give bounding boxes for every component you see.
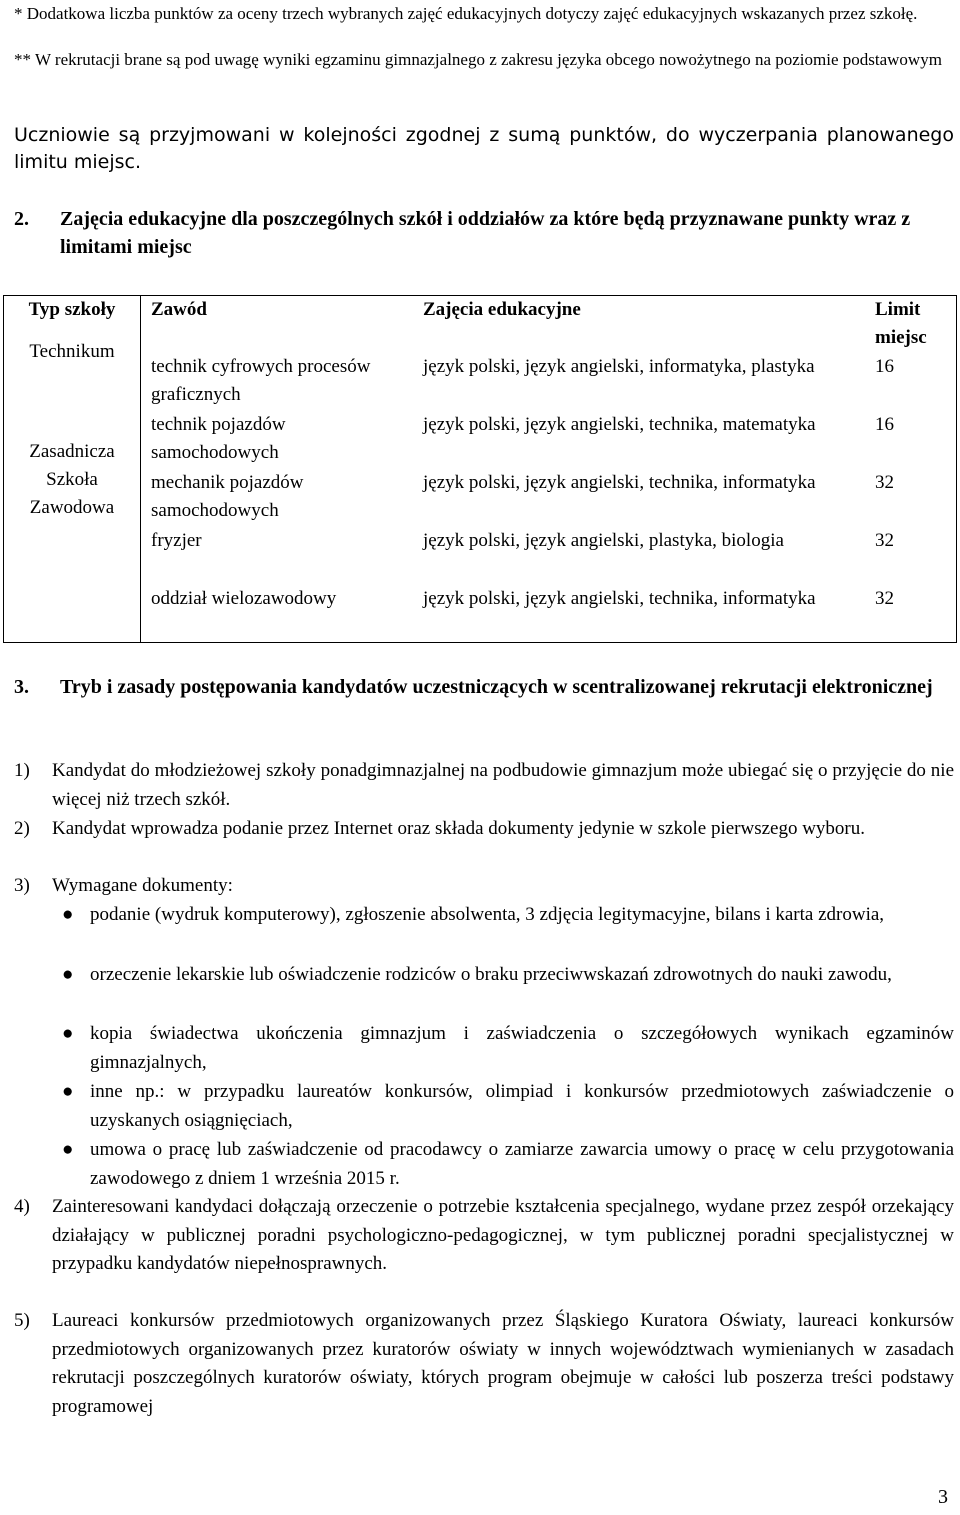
table-row-1-zajecia: język polski, język angielski, informatyka, plastyka: [423, 356, 815, 377]
bullet-icon: ●: [62, 964, 74, 985]
table-row-1-limit: 16: [875, 356, 894, 377]
section-2-title: Zajęcia edukacyjne dla poszczególnych szkół i oddziałów za które będą przyznawane punkty wraz z limitami miejsc: [60, 208, 911, 258]
header-limit: Limit miejsc: [875, 299, 927, 348]
list-item-2: [14, 815, 954, 844]
table-row-3-zawod: mechanik pojazdów samochodowych: [151, 472, 304, 521]
table-row-4-limit: 32: [875, 530, 894, 551]
section-3-heading: [14, 673, 944, 701]
table-body: [141, 296, 957, 643]
bullet-text: kopia świadectwa ukończenia gimnazjum i zaświadczenia o szczegółowych wynikach egzaminów gimnazjalnych,: [90, 1023, 954, 1073]
bullet-item-3: [14, 1020, 954, 1077]
list-item-text: Kandydat wprowadza podanie przez Internet oraz składa dokumenty jedynie w szkole pierwszego wyboru.: [52, 818, 866, 839]
list-item-4: [14, 1193, 954, 1279]
intro-paragraph: Uczniowie są przyjmowani w kolejności zgodnej z sumą punktów, do wyczerpania planowanego limitu miejsc.: [14, 124, 954, 173]
list-item-text: Wymagane dokumenty:: [52, 875, 233, 896]
list-item-text: Zainteresowani kandydaci dołączają orzeczenie o potrzebie kształcenia specjalnego, wydane przez zespół orzekający działający w publicznej poradni psychologiczno-pedagogicznej, w tym publicznej poradni specjalistycznej w przypadku kandydatów niepełnosprawnych.: [52, 1196, 954, 1274]
list-item-text: Kandydat do młodzieżowej szkoły ponadgimnazjalnej na podbudowie gimnazjum może ubiegać się o przyjęcie do nie więcej niż trzech szkół.: [52, 760, 954, 810]
table-row-5-limit: 32: [875, 588, 894, 609]
bullet-item-1: [14, 901, 954, 930]
table-row-5-zawod: oddział wielozawodowy: [151, 588, 337, 609]
bullet-icon: ●: [62, 1081, 74, 1102]
list-item-3: [14, 872, 954, 901]
list-item-5: [14, 1307, 954, 1421]
bullet-icon: ●: [62, 904, 74, 925]
schools-table: [3, 295, 957, 643]
section-2-number: 2.: [14, 208, 29, 230]
list-item-number: 1): [14, 760, 30, 781]
list-item-number: 3): [14, 875, 30, 896]
school-type-column: [4, 296, 141, 643]
table-row-4-zawod: fryzjer: [151, 530, 202, 551]
bullet-text: inne np.: w przypadku laureatów konkursów, olimpiad i konkursów przedmiotowych zaświadczenie o uzyskanych osiągnięciach,: [90, 1081, 954, 1131]
header-zawod: Zawód: [151, 299, 207, 320]
table-row-1-zawod: technik cyfrowych procesów graficznych: [151, 356, 371, 405]
list-item-1: [14, 757, 954, 814]
section-3-title: Tryb i zasady postępowania kandydatów uczestniczących w scentralizowanej rekrutacji elektronicznej: [60, 676, 933, 698]
school-type-technikum: Technikum: [29, 341, 115, 362]
table-row-2-zajecia: język polski, język angielski, technika, matematyka: [423, 414, 816, 435]
section-3-number: 3.: [14, 676, 29, 698]
header-zajecia: Zajęcia edukacyjne: [423, 299, 581, 320]
bullet-item-5: [14, 1136, 954, 1193]
list-item-number: 5): [14, 1310, 30, 1331]
list-item-number: 4): [14, 1196, 30, 1217]
bullet-icon: ●: [62, 1139, 74, 1160]
section-2-heading: [14, 205, 944, 261]
bullet-text: orzeczenie lekarskie lub oświadczenie rodziców o braku przeciwwskazań zdrowotnych do nauki zawodu,: [90, 964, 892, 985]
table-row-4-zajecia: język polski, język angielski, plastyka, biologia: [423, 530, 784, 551]
page-number: 3: [938, 1486, 948, 1508]
bullet-item-2: [14, 961, 954, 990]
header-type: Typ szkoły: [28, 299, 116, 320]
list-item-number: 2): [14, 818, 30, 839]
table-row-2-zawod: technik pojazdów samochodowych: [151, 414, 286, 463]
table-row-2-limit: 16: [875, 414, 894, 435]
bullet-text: podanie (wydruk komputerowy), zgłoszenie absolwenta, 3 zdjęcia legitymacyjne, bilans i karta zdrowia,: [90, 904, 885, 925]
bullet-text: umowa o pracę lub zaświadczenie od pracodawcy o zamiarze zawarcia umowy o pracę w celu przygotowania zawodowego z dniem 1 września 2015 r.: [90, 1139, 954, 1189]
table-row-5-zajecia: język polski, język angielski, technika, informatyka: [423, 588, 816, 609]
table-row-3-limit: 32: [875, 472, 894, 493]
bullet-item-4: [14, 1078, 954, 1135]
school-type-zsz: Zasadnicza Szkoła Zawodowa: [29, 441, 115, 518]
footnote-2: ** W rekrutacji brane są pod uwagę wyniki egzaminu gimnazjalnego z zakresu języka obcego nowożytnego na poziomie podstawowym: [14, 50, 942, 69]
footnote-1: * Dodatkowa liczba punktów za oceny trzech wybranych zajęć edukacyjnych dotyczy zajęć edukacyjnych wskazanych przez szkołę.: [14, 4, 918, 23]
table-row-3-zajecia: język polski, język angielski, technika, informatyka: [423, 472, 816, 493]
list-item-text: Laureaci konkursów przedmiotowych organizowanych przez Śląskiego Kuratora Oświaty, laureaci konkursów przedmiotowych organizowanych przez kuratorów oświaty w innych województwach wymienianych w zasadach rekrutacji poszczególnych kuratorów oświaty, których program obejmuje w całości lub poszerza treści podstawy programowej: [52, 1310, 954, 1417]
bullet-icon: ●: [62, 1023, 74, 1044]
